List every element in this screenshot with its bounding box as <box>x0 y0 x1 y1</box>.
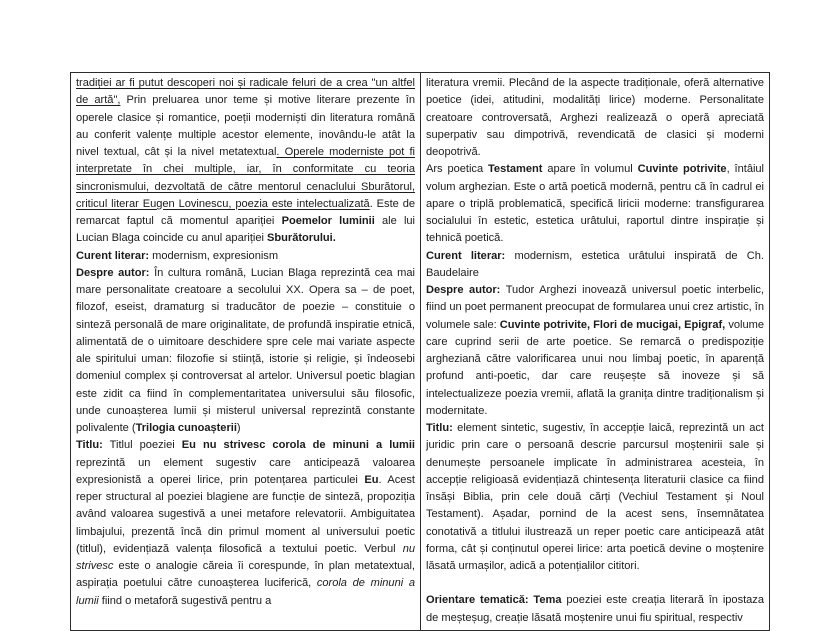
text-run: Testament <box>487 163 543 176</box>
text-run: reprezintă un element sugestiv care anticipează valoarea expresionistă a operei lirice, prin potențarea particulei <box>76 456 415 486</box>
text-run: Cuvinte potrivite <box>637 163 727 176</box>
text-run: Cuvinte potrivite, Flori de mucigai, Epigraf, <box>499 318 726 331</box>
table-body <box>71 73 770 631</box>
table-cell-right-arghezi <box>421 73 770 631</box>
paragraph-spacer <box>426 575 764 592</box>
text-run: . Operele moderniste pot fi interpretate în chei multiple, iar, în conformitate cu teoria sincronismului, dezvoltată de către mentorul cenaclului Sburătorul, criticul literar Eugen Lovinescu, poezia este intelectualizată <box>76 146 415 210</box>
text-run: Titlu: <box>426 422 453 434</box>
text-run: Ars poetica <box>426 163 488 176</box>
paragraph <box>426 75 764 161</box>
text-run: Titlu: <box>76 439 103 452</box>
text-run: modernism, expresionism <box>149 249 279 262</box>
paragraph <box>426 282 764 420</box>
text-run: corola de minuni a lumii <box>76 577 415 607</box>
text-run: Eu <box>364 473 379 486</box>
text-run: nu strivesc <box>76 542 415 572</box>
text-run: tradiției ar fi putut descoperi noi și radicale feluri de a crea "un altfel de artă", <box>76 77 415 107</box>
text-run: Tudor Arghezi inovează universul poetic interbelic, fiind un poet permanent preocupat de formularea unui crez artistic, în volumele sale: <box>426 284 764 331</box>
left-column-content <box>76 75 415 610</box>
text-run: Sburătorului. <box>267 232 336 245</box>
paragraph <box>76 265 415 438</box>
table-row <box>71 73 770 631</box>
paragraph <box>426 592 764 627</box>
text-run: apare în volumul <box>542 163 638 176</box>
paragraph <box>76 75 415 248</box>
text-run: ale lui Lucian Blaga coincide cu anul apariției <box>76 215 415 245</box>
paragraph <box>426 161 764 247</box>
text-run: , întâiul volum arghezian. Este o artă poetică modernă, pentru că în cadrul ei apare o triplă problematică, specifică liricii moderne: transfigurarea socialului în estetic, estetica urâtului, raportul dintre inspirație și tehnică poetică. <box>426 163 765 245</box>
text-run: Trilogia cunoașterii <box>135 422 237 434</box>
text-run: Despre autor: <box>76 266 150 279</box>
paragraph <box>76 437 415 610</box>
text-run: este o analogie căreia îi corespunde, în plan metatextual, aspirația poetului către cunoașterea luciferică, <box>76 560 415 590</box>
text-run: poeziei este creația literară în ipostaza de meșteșug, creație lăsată moștenire unui fiu spiritual, respectiv <box>426 594 764 624</box>
text-run: Eu nu strivesc corola de minuni a lumii <box>181 439 415 452</box>
text-run: Orientare tematică: Tema <box>426 594 562 607</box>
paragraph <box>76 248 415 265</box>
text-run: . Este de remarcat faptul că momentul apariției <box>76 197 416 227</box>
text-run: ) <box>236 422 241 434</box>
text-run: În cultura română, Lucian Blaga reprezintă cea mai mare personalitate creatoare a secolului XX. Opera sa – de poet, filozof, eseist, dramaturg si traducător de poezie – constituie o sinteză personală de mare originalitate, de profundă inspiratie etnică, alimentată de o uimitoare deschidere spre cele mai variate aspecte ale spiritului uman: filozofie si stiință, istorie și religie, și îndeosebi domeniul complex și controversat al artelor. Universul poetic blagian este zidit ca fiind în complementaritatea universului său filosofic, unde cunoașterea lumii și misterul universal reprezintă constante polivalente ( <box>76 266 415 434</box>
table-cell-left-blaga <box>71 73 421 631</box>
comparison-table <box>70 72 770 631</box>
text-run: Despre autor: <box>426 284 501 296</box>
text-run: Poemelor luminii <box>281 215 375 227</box>
paragraph <box>426 420 764 575</box>
text-run: Curent literar: <box>76 249 150 262</box>
text-run: . Acest reper structural al poeziei blagiene are funcție de sinteză, propoziția având valoarea sugestivă a unei metafore relevatorii. Ambiguitatea limbajului, prezentă încă din primul moment al universului poetic (titlul), evidențiază valența filosofică a textului poetic. Verbul <box>76 473 415 555</box>
text-run: volume care cuprind serii de arte poetice. Se remarcă o predispoziție argheziană către valorificarea unui nou limbaj poetic, în aparență profund anti-poetic, dar care reușește să inoveze și să intelectualizeze poezia vremii, aflată la granița dintre tradiționalism și modernitate. <box>426 318 764 417</box>
right-column-content <box>426 75 764 627</box>
paragraph <box>426 248 764 283</box>
text-run: literatura vremii. Plecând de la aspecte tradiționale, oferă alternative poetice (idei, atitudini, modalități lirice) moderne. Personalitate creatoare controversată, Arghezi realizează o operă apreciată superpativ sau dimpotrivă, revendicată de clasici și moderni deopotrivă. <box>426 77 764 158</box>
text-run: Curent literar: <box>426 249 506 262</box>
text-run: Titlul poeziei <box>102 439 182 452</box>
text-run: Prin preluarea unor teme și motive literare prezente în operele clasice și romantice, poeții moderniști din literatura română au conferit valențe multiple acestor elemente, inovându-le atât la nivel textual, cât și la nivel metatextual <box>76 94 415 158</box>
text-run: element sintetic, sugestiv, în accepție laică, reprezintă un act juridic prin care o persoană descrie parcursul moștenirii sale și denumește persoanele implicate în administrarea acesteia, în accepție religioasă evidențiază chintesența literaturii clasice ca fiind însăși Biblia, prin cele două cărți (Vechiul Testament și Noul Testament). Așadar, pornind de la acest sens, însemnătatea conotativă a titlului ilustrează un reper poetic care anticipează atât forma, cât și conținutul operei lirice: arta poetică devine o moștenire lăsată urmașilor, adică a potențialilor cititori. <box>426 422 764 572</box>
text-run: modernism, estetica urâtului inspirată de Ch. Baudelaire <box>426 249 764 279</box>
text-run: fiind o metaforă sugestivă pentru a <box>98 594 272 607</box>
